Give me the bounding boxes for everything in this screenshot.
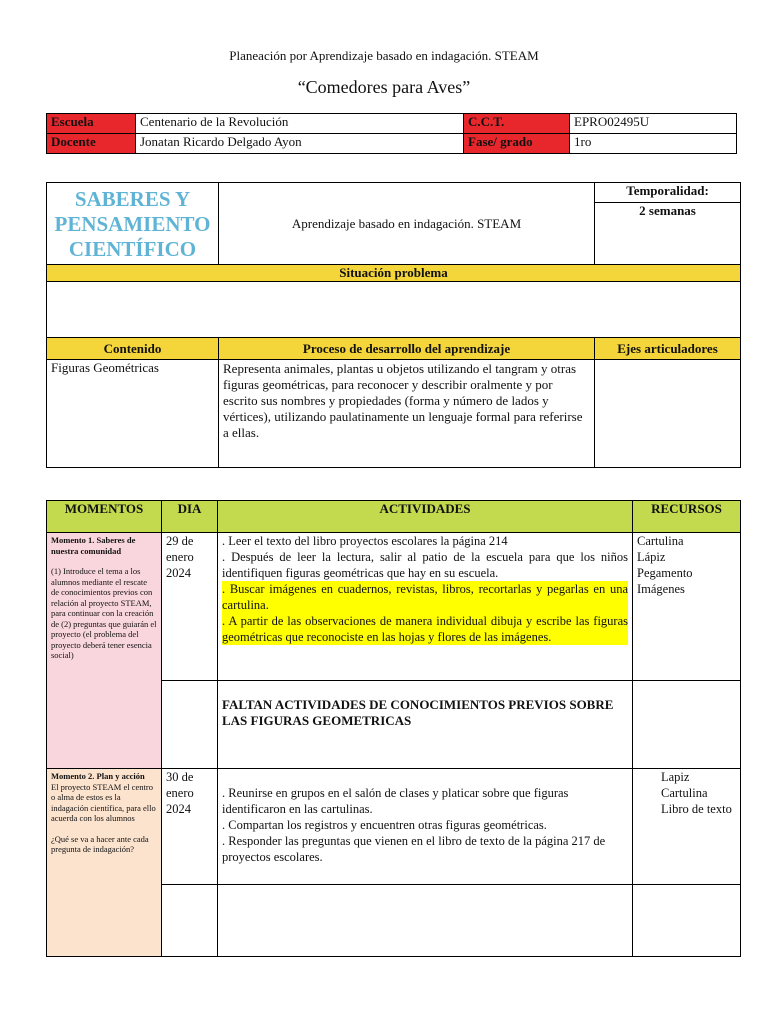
recurso-item: Cartulina [661,786,708,800]
dia-header: DIA [162,501,218,533]
recurso-item: Pegamento [637,566,693,580]
escuela-label: Escuela [47,114,136,134]
momento-1-recursos-empty [633,681,741,769]
momento-1-dia-empty [162,681,218,769]
momento-1-dia: 29 de enero 2024 [162,533,218,681]
campo-formativo: SABERES Y PENSAMIENTO CIENTÍFICO [54,187,211,261]
docente-label: Docente [47,134,136,154]
docente-value: Jonatan Ricardo Delgado Ayon [136,134,464,154]
momento-2-recursos-empty [633,885,741,957]
momento-2-dia: 30 de enero 2024 [162,769,218,885]
momento-2-question: ¿Qué se va a hacer ante cada pregunta de indagación? [51,833,149,854]
recurso-item: Imágenes [637,582,685,596]
metodologia-text: Aprendizaje basado en indagación. STEAM [291,215,522,231]
momento-1-cell [47,533,162,769]
momentos-table [46,500,741,957]
momento-1-act-1: . Leer el texto del libro proyectos escolares la página 214 [222,534,508,548]
fase-value: 1ro [570,134,737,154]
momento-2-actividades-empty [218,885,633,957]
cct-label: C.C.T. [464,114,570,134]
recurso-item: Lapiz [661,770,690,784]
document-subtitle: Planeación por Aprendizaje basado en indagación. STEAM [229,48,539,63]
recurso-item: Libro de texto [661,802,732,816]
cct-value: EPRO02495U [570,114,737,134]
proceso-value: Representa animales, plantas u objetos utilizando el tangram y otras figuras geométricas, para reconocer y describir oralmente y por escrito sus nombres y propiedades (forma y número de lados y vértices), utilizando paulatinamente un lenguaje formal para referirse a ellas. [219,360,595,468]
momento-2-act-2: . Compartan los registros y encuentren otras figuras geométricas. [222,818,547,832]
document-title: “Comedores para Aves” [297,77,471,97]
actividades-header: ACTIVIDADES [218,501,633,533]
saberes-cell [47,183,219,265]
momento-2-title: Momento 2. Plan y acción [51,771,145,781]
momentos-header: MOMENTOS [47,501,162,533]
contenido-label: Contenido [47,338,219,360]
momento-2-recursos [633,769,741,885]
momento-1-desc: (1) Introduce el tema a los alumnos mediante el rescate de conocimientos previos con relación al proyecto STEAM, para continuar con la creación de (2) preguntas que guiarán el proyecto (el problema del proyecto deberá tener esencia social) [51,566,157,660]
faltan-actividades-note: FALTAN ACTIVIDADES DE CONOCIMIENTOS PREVIOS SOBRE LAS FIGURAS GEOMETRICAS [218,681,633,769]
momento-1-title: Momento 1. Saberes de nuestra comunidad [51,535,136,556]
momento-1-act-3: . Buscar imágenes en cuadernos, revistas, libros, recortarlas y pegarlas en una cartulina. [222,582,628,612]
recursos-header: RECURSOS [633,501,741,533]
momento-1-recursos [633,533,741,681]
fase-label: Fase/ grado [464,134,570,154]
momento-2-actividades [218,769,633,885]
recurso-item: Lápiz [637,550,666,564]
situacion-problema-label: Situación problema [47,265,741,282]
momento-2-act-1: . Reunirse en grupos en el salón de clases y platicar sobre que figuras identificaron en las cartulinas. [222,786,569,816]
ejes-value [595,360,741,468]
situacion-problema-value [47,282,741,338]
momento-1-act-2: . Después de leer la lectura, salir al patio de la escuela para que los niños identifiquen figuras geométricas que hay en su escuela. [222,550,628,580]
escuela-value: Centenario de la Revolución [136,114,464,134]
proceso-label: Proceso de desarrollo del aprendizaje [219,338,595,360]
recurso-item: Cartulina [637,534,684,548]
momento-2-cell [47,769,162,957]
metodologia-cell [219,183,595,265]
momento-2-act-3: . Responder las preguntas que vienen en el libro de texto de la página 217 de proyectos escolares. [222,834,606,864]
campo-table [46,182,741,468]
momento-2-desc: El proyecto STEAM el centro o alma de estos es la indagación científica, para ello acuerda con los alumnos [51,781,156,823]
info-table [46,113,737,154]
ejes-label: Ejes articuladores [595,338,741,360]
momento-2-dia-empty [162,885,218,957]
momento-1-actividades [218,533,633,681]
momento-1-act-4: . A partir de las observaciones de manera individual dibuja y escribe las figuras geométricas que reconociste en las hojas y flores de las imágenes. [222,614,628,644]
temporalidad-value: 2 semanas [595,203,741,265]
contenido-value: Figuras Geométricas [47,360,219,468]
temporalidad-label: Temporalidad: [595,183,741,203]
